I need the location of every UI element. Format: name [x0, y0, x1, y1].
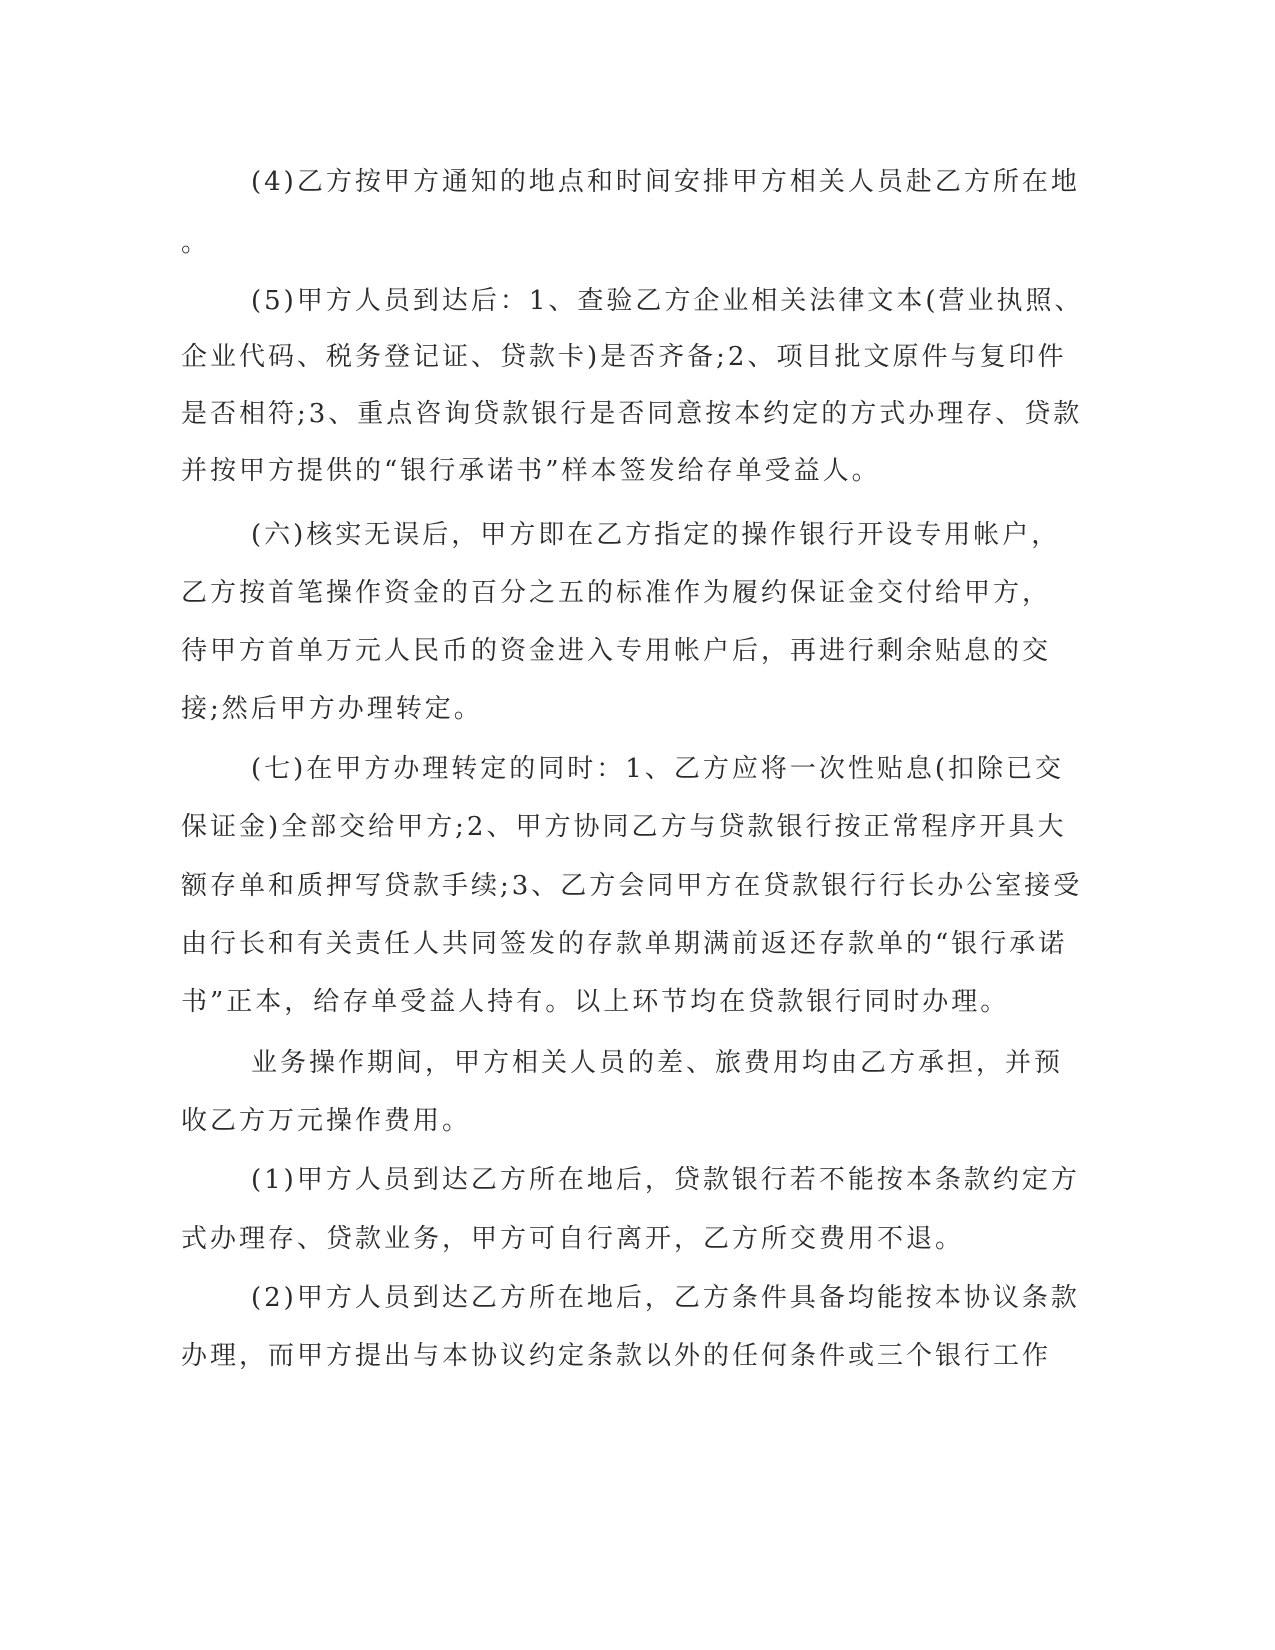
- paragraph-1-line-2: 式办理存、贷款业务，甲方可自行离开，乙方所交费用不退。: [181, 1224, 965, 1254]
- paragraph-6-line-4: 接;然后甲方办理转定。: [181, 694, 483, 724]
- paragraph-2-line-2: 办理，而甲方提出与本协议约定条款以外的任何条件或三个银行工作: [181, 1341, 1052, 1371]
- paragraph-1-line-1: (1)甲方人员到达乙方所在地后，贷款银行若不能按本条款约定方: [251, 1165, 1080, 1195]
- paragraph-5-line-2: 企业代码、税务登记证、贷款卡)是否齐备;2、项目批文原件与复印件: [181, 342, 1067, 372]
- paragraph-7-line-2: 保证金)全部交给甲方;2、甲方协同乙方与贷款银行按正常程序开具大: [181, 812, 1067, 842]
- paragraph-fees-line-1: 业务操作期间，甲方相关人员的差、旅费用均由乙方承担，并预: [251, 1048, 1064, 1078]
- paragraph-5-line-1: (5)甲方人员到达后：1、查验乙方企业相关法律文本(营业执照、: [251, 286, 1084, 316]
- paragraph-5-line-4: 并按甲方提供的“银行承诺书”样本签发给存单受益人。: [181, 456, 881, 486]
- paragraph-6-line-1: (六)核实无误后，甲方即在乙方指定的操作银行开设专用帐户，: [251, 520, 1061, 550]
- paragraph-5-line-3: 是否相符;3、重点咨询贷款银行是否同意按本约定的方式办理存、贷款: [181, 399, 1083, 429]
- paragraph-6-line-2: 乙方按首笔操作资金的百分之五的标准作为履约保证金交付给甲方，: [181, 578, 1052, 608]
- paragraph-4-line-1: (4)乙方按甲方通知的地点和时间安排甲方相关人员赴乙方所在地: [251, 167, 1080, 197]
- paragraph-2-line-1: (2)甲方人员到达乙方所在地后，乙方条件具备均能按本协议条款: [251, 1283, 1080, 1313]
- paragraph-4-line-2: 。: [181, 228, 211, 258]
- paragraph-6-line-3: 待甲方首单万元人民币的资金进入专用帐户后，再进行剩余贴息的交: [181, 636, 1052, 666]
- paragraph-7-line-1: (七)在甲方办理转定的同时：1、乙方应将一次性贴息(扣除已交: [251, 754, 1064, 784]
- paragraph-7-line-4: 由行长和有关责任人共同签发的存款单期满前返还存款单的“银行承诺: [181, 929, 1068, 959]
- paragraph-fees-line-2: 收乙方万元操作费用。: [181, 1106, 472, 1136]
- paragraph-7-line-5: 书”正本，给存单受益人持有。以上环节均在贷款银行同时办理。: [181, 987, 1010, 1017]
- paragraph-7-line-3: 额存单和质押写贷款手续;3、乙方会同甲方在贷款银行行长办公室接受: [181, 871, 1083, 901]
